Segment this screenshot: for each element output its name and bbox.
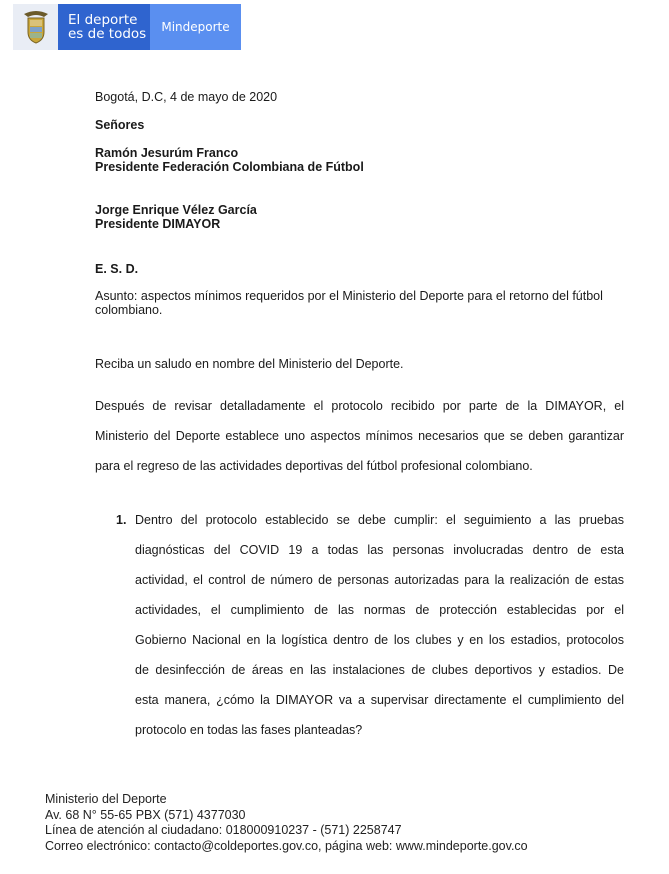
footer-phone: Línea de atención al ciudadano: 018000910237 - (571) 2258747 [45, 823, 402, 837]
footer-address: Av. 68 N° 55-65 PBX (571) 4377030 [45, 807, 246, 822]
mindeporte-logo [13, 4, 241, 50]
item-1-line-3: actividad, el control de número de personas autorizadas para la realización de estas [135, 573, 624, 587]
item-1-line-1: Dentro del protocolo establecido se debe cumplir: el seguimiento a las pruebas [135, 513, 624, 527]
slogan-line-1: El deporte [68, 12, 138, 28]
salutation: Señores [95, 118, 145, 132]
slogan-block [58, 4, 150, 50]
colombia-coat-of-arms-icon [20, 8, 52, 46]
recipient-1-title: Presidente Federación Colombiana de Fútbol [95, 160, 364, 174]
footer-org: Ministerio del Deporte [45, 792, 167, 806]
item-1-line-8: protocolo en todas las fases planteadas? [135, 723, 363, 737]
recipient-2-name: Jorge Enrique Vélez García [95, 203, 257, 217]
recipient-2-title: Presidente DIMAYOR [95, 217, 221, 231]
intro-line-3: para el regreso de las actividades deportivas del fútbol profesional colombiano. [95, 459, 533, 473]
item-1-line-2: diagnósticas del COVID 19 a todas las personas involucradas dentro de esta [135, 543, 624, 557]
slogan-line-2: es de todos [68, 26, 147, 42]
brand-block [150, 4, 241, 50]
place-date: Bogotá, D.C, 4 de mayo de 2020 [95, 90, 278, 104]
brand-name: Mindeporte [161, 20, 230, 34]
greeting: Reciba un saludo en nombre del Ministerio del Deporte. [95, 357, 404, 371]
intro-line-2: Ministerio del Deporte establece uno aspectos mínimos necesarios que se deben garantizar [95, 429, 624, 443]
recipient-1-name: Ramón Jesurúm Franco [95, 146, 239, 160]
footer-email-web: Correo electrónico: contacto@coldeportes.gov.co, página web: www.mindeporte.gov.co [45, 838, 528, 853]
intro-line-1: Después de revisar detalladamente el protocolo recibido por parte de la DIMAYOR, el [95, 399, 624, 413]
footer-contact [45, 792, 528, 854]
item-1-line-7: esta manera, ¿cómo la DIMAYOR va a supervisar directamente el cumplimiento del [135, 693, 624, 707]
subject-line-1: Asunto: aspectos mínimos requeridos por el Ministerio del Deporte para el retorno del fútbol [95, 289, 603, 303]
esd-abbreviation: E. S. D. [95, 262, 139, 276]
subject-line-2: colombiano. [95, 303, 163, 317]
item-1-line-6: de desinfección de áreas en las instalaciones de clubes deportivos y estadios. De [135, 663, 624, 677]
item-1-number: 1. [116, 513, 127, 527]
item-1-line-4: actividades, el cumplimiento de las normas de protección establecidas por el [135, 603, 624, 617]
crest-block [13, 4, 58, 50]
item-1-line-5: Gobierno Nacional en la logística dentro de los clubes y en los estadios, protocolos [135, 633, 624, 647]
